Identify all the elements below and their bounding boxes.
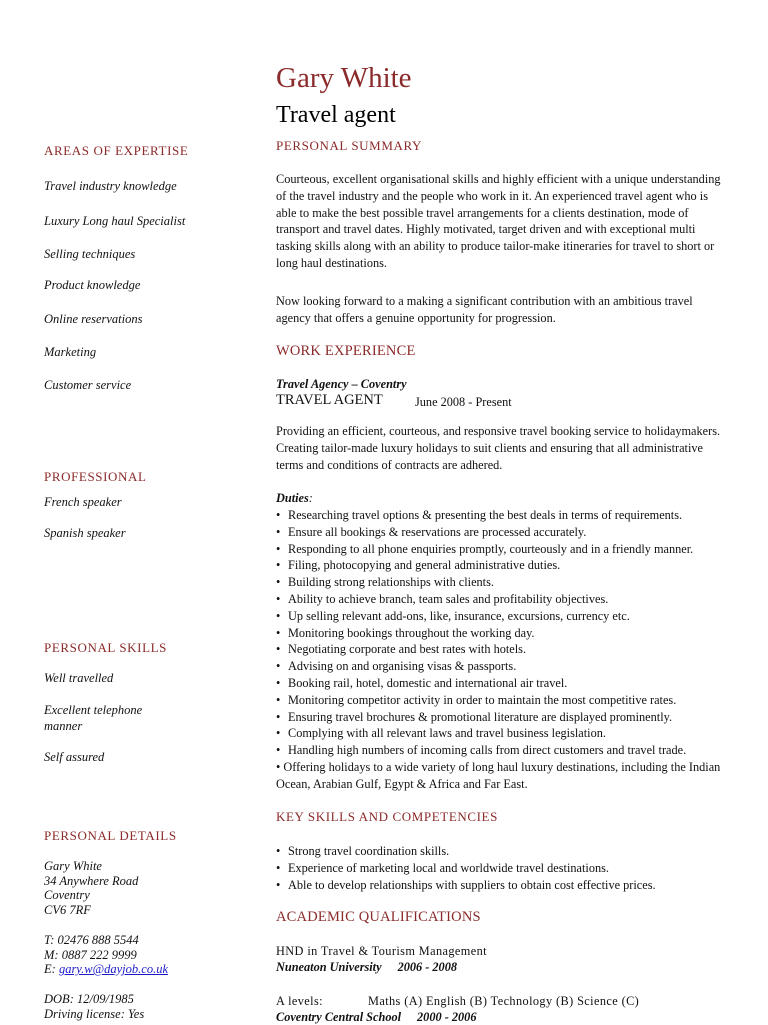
summary-paragraph: Courteous, excellent organisational skills and highly efficient with a unique understanding of the travel industry and the people who work in it. An experienced travel agent who is able to make the best possible travel arrangements for a clients destination, mode of transport and travel dates. Highly motivated, target driven and with exceptional multi tasking skills along with an ability to produce tailor-make itineraries for travel to short or long haul destinations. (276, 172, 721, 270)
expertise-item: Customer service (44, 378, 132, 392)
duty-item: • Negotiating corporate and best rates with hotels. (276, 641, 746, 658)
employer: Travel Agency – Coventry (276, 377, 407, 391)
alevels-label: A levels: (276, 994, 323, 1008)
detail-telephone: T: 02476 888 5544 (44, 933, 139, 947)
key-skill-item: • Experience of marketing local and worldwide travel destinations. (276, 860, 746, 877)
detail-postcode: CV6 7RF (44, 902, 91, 917)
duty-item: • Monitoring bookings throughout the working day. (276, 625, 746, 642)
detail-email-row (44, 962, 168, 977)
candidate-name: Gary White (276, 62, 412, 94)
expertise-item: Product knowledge (44, 278, 141, 292)
job-title: TRAVEL AGENT (276, 392, 383, 408)
detail-name: Gary White (44, 859, 102, 873)
duty-item: • Complying with all relevant laws and travel business legislation. (276, 725, 746, 742)
hnd-school-row (276, 960, 457, 975)
candidate-role: Travel agent (276, 102, 396, 128)
expertise-item: Travel industry knowledge (44, 179, 177, 193)
key-skill-item: • Able to develop relationships with suppliers to obtain cost effective prices. (276, 877, 746, 894)
expertise-heading: AREAS OF EXPERTISE (44, 143, 189, 158)
key-skills-heading: KEY SKILLS AND COMPETENCIES (276, 809, 498, 824)
summary-heading: PERSONAL SUMMARY (276, 138, 423, 153)
duty-item: • Booking rail, hotel, domestic and international air travel. (276, 675, 746, 692)
expertise-item: Online reservations (44, 312, 143, 326)
professional-heading: PROFESSIONAL (44, 469, 147, 484)
detail-dob: DOB: 12/09/1985 (44, 992, 134, 1006)
duties-list (276, 507, 746, 759)
key-skills-list (276, 843, 746, 893)
email-link[interactable]: gary.w@dayjob.co.uk (58, 962, 168, 977)
duty-item: • Up selling relevant add-ons, like, insurance, excursions, currency etc. (276, 608, 746, 625)
duty-item: • Ability to achieve branch, team sales and profitability objectives. (276, 591, 746, 608)
personal-skill-item: Excellent telephone (44, 703, 143, 717)
duty-item: • Monitoring competitor activity in order to maintain the most competitive rates. (276, 692, 746, 709)
alevels-years: 2000 - 2006 (417, 1010, 477, 1024)
key-skill-item: • Strong travel coordination skills. (276, 843, 746, 860)
duty-item: • Ensure all bookings & reservations are processed accurately. (276, 524, 746, 541)
duties-label-text: Duties (276, 491, 309, 505)
expertise-item: Marketing (44, 345, 97, 359)
personal-skill-item: Well travelled (44, 671, 114, 685)
detail-city: Coventry (44, 888, 90, 903)
duties-label (276, 490, 313, 507)
work-heading: WORK EXPERIENCE (276, 343, 416, 359)
duty-item: • Building strong relationships with clients. (276, 574, 746, 591)
personal-skill-item: manner (44, 719, 83, 733)
hnd-school: Nuneaton University (276, 960, 382, 974)
duty-item: • Handling high numbers of incoming calls from direct customers and travel trade. (276, 742, 746, 759)
duty-item: • Ensuring travel brochures & promotional literature are displayed prominently. (276, 709, 746, 726)
personal-skill-item: Self assured (44, 750, 105, 764)
expertise-item: Luxury Long haul Specialist (44, 214, 186, 228)
duty-item-last-text: Offering holidays to a wide variety of long haul luxury destinations, including the Indian Ocean, Arabian Gulf, Egypt & Africa and Far East. (276, 760, 721, 791)
alevels-subjects: Maths (A) English (B) Technology (B) Science (C) (368, 994, 640, 1008)
professional-item: Spanish speaker (44, 526, 126, 540)
contact-block (44, 933, 168, 977)
duty-item: • Researching travel options & presenting the best deals in terms of requirements. (276, 507, 746, 524)
detail-mobile: M: 0887 222 9999 (44, 947, 137, 962)
personal-details-heading: PERSONAL DETAILS (44, 828, 177, 843)
job-description: Providing an efficient, courteous, and responsive travel booking service to holidaymakers. Creating tailor-made luxury holidays to suit clients and ensuring that all administrative terms and conditions of contracts are adhered. (276, 424, 721, 472)
personal-skills-heading: PERSONAL SKILLS (44, 640, 168, 655)
duty-item: • Advising on and organising visas & passports. (276, 658, 746, 675)
personal-details-block (44, 859, 138, 917)
hnd-qualification: HND in Travel & Tourism Management (276, 944, 487, 958)
alevels-school: Coventry Central School (276, 1010, 402, 1024)
misc-details-block (44, 992, 144, 1021)
detail-address: 34 Anywhere Road (44, 873, 139, 888)
duty-item-last: • Offering holidays to a wide variety of long haul luxury destinations, including the Indian Ocean, Arabian Gulf, Egypt & Africa and Far East. (276, 760, 721, 791)
hnd-years: 2006 - 2008 (397, 960, 457, 974)
duty-item: • Filing, photocopying and general administrative duties. (276, 557, 746, 574)
detail-license: Driving license: Yes (44, 1006, 145, 1021)
professional-item: French speaker (44, 495, 122, 509)
academic-heading: ACADEMIC QUALIFICATIONS (276, 909, 481, 925)
duty-item: • Responding to all phone enquiries promptly, courteously and in a friendly manner. (276, 541, 746, 558)
alevels-school-row (276, 1010, 476, 1025)
email-prefix: E: (44, 962, 59, 977)
duties-label-colon: : (308, 491, 313, 505)
expertise-item: Selling techniques (44, 247, 136, 261)
summary-paragraph-2: Now looking forward to a making a significant contribution with an ambitious travel agency that offers a genuine opportunity for progression. (276, 294, 693, 325)
job-dates: June 2008 - Present (415, 395, 512, 409)
